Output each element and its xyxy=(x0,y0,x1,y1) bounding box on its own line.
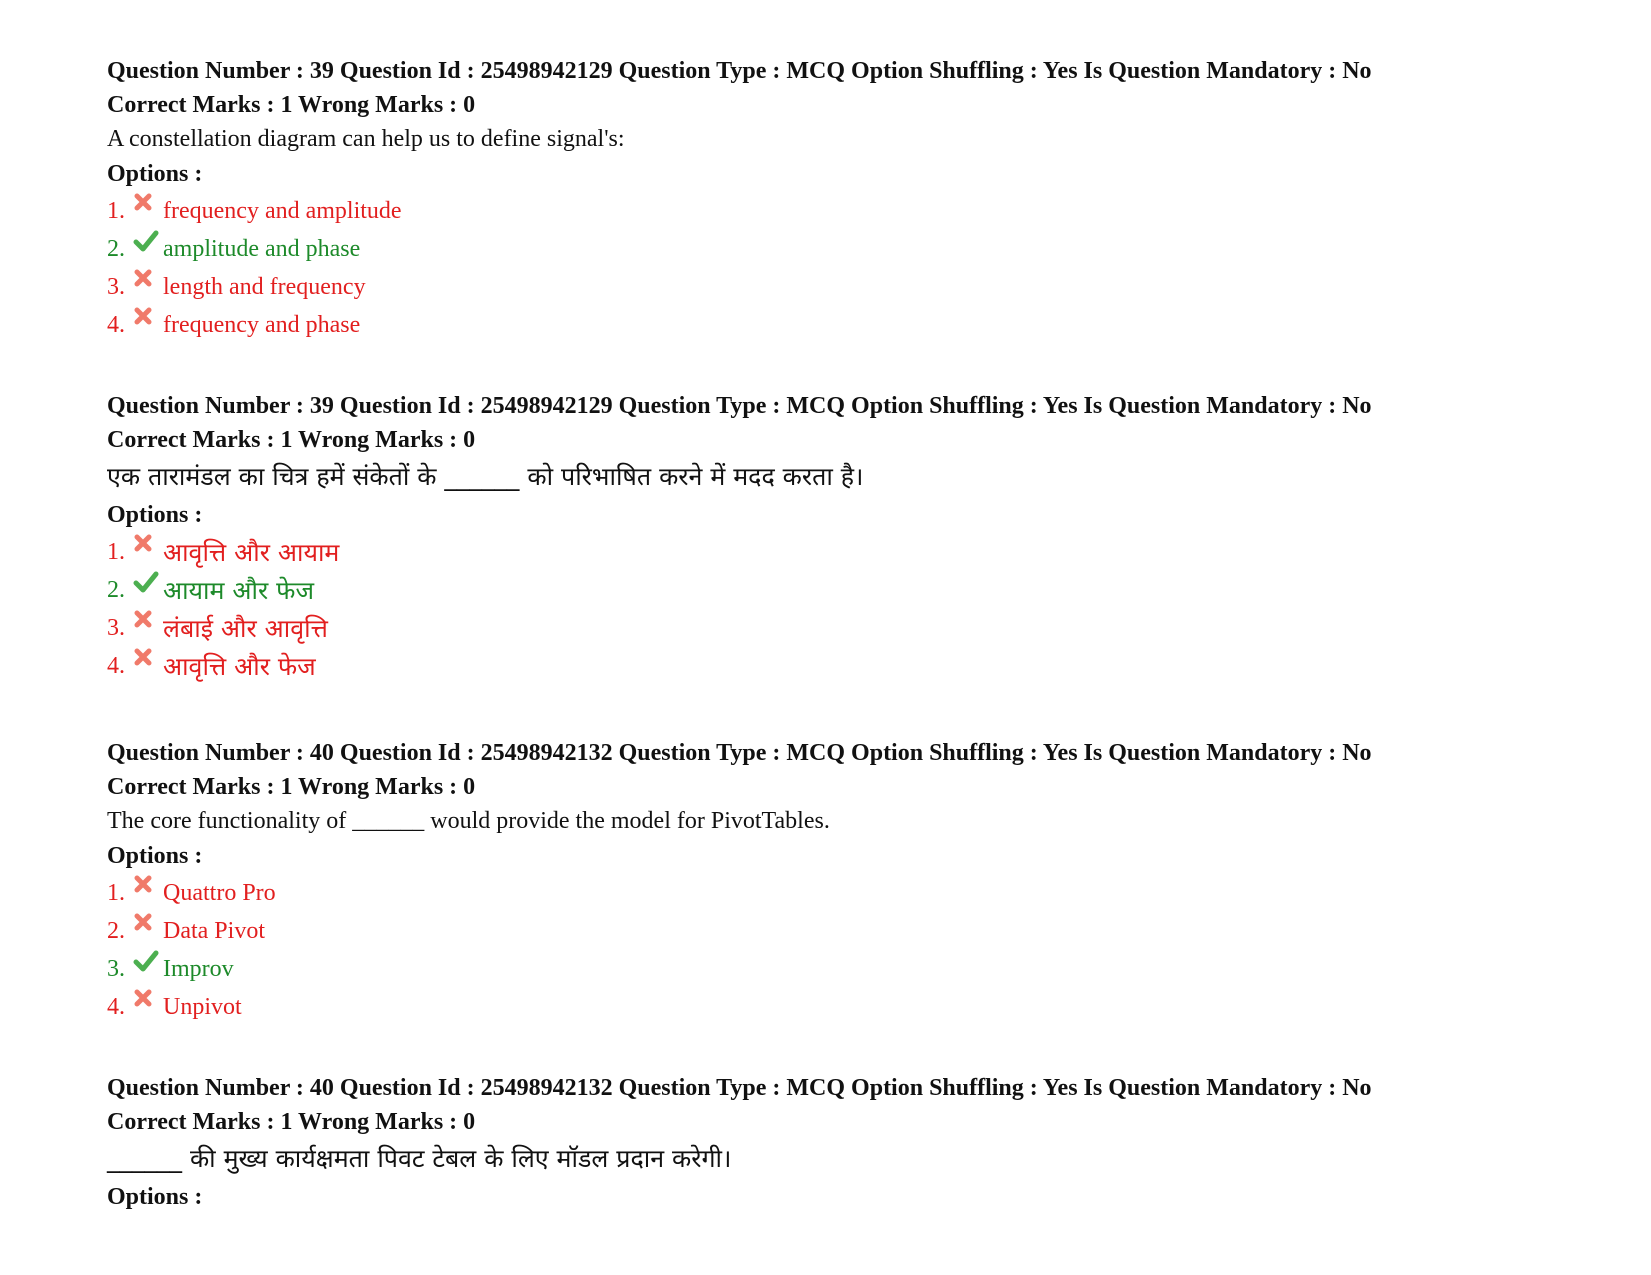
question-text: The core functionality of ______ would provide the model for PivotTables. xyxy=(107,808,830,834)
marks-meta: Correct Marks : 1 Wrong Marks : 0 xyxy=(107,427,476,453)
question-block xyxy=(107,736,1607,1026)
question-text: एक तारामंडल का चित्र हमें संकेतों के ______ को परिभाषित करने में मदद करता है। xyxy=(107,462,864,491)
marks-meta: Correct Marks : 1 Wrong Marks : 0 xyxy=(107,1109,476,1135)
options-label: Options : xyxy=(107,161,203,187)
options-label: Options : xyxy=(107,1184,203,1210)
option-number: 1. xyxy=(107,538,125,565)
question-meta: Question Number : 39 Question Id : 25498942129 Question Type : MCQ Option Shuffling : Yes Is Question Mandatory : No xyxy=(107,393,1372,419)
cross-icon xyxy=(133,874,159,900)
cross-icon xyxy=(133,647,159,673)
option-text: आवृत्ति और आयाम xyxy=(163,538,340,567)
option-text: आवृत्ति और फेज xyxy=(163,652,316,681)
option-number: 2. xyxy=(107,917,125,944)
option-text: Quattro Pro xyxy=(163,879,276,906)
question-meta: Question Number : 39 Question Id : 25498942129 Question Type : MCQ Option Shuffling : Yes Is Question Mandatory : No xyxy=(107,58,1372,84)
option-item xyxy=(107,950,1607,988)
options-list xyxy=(107,533,1607,685)
option-number: 3. xyxy=(107,273,125,300)
marks-meta: Correct Marks : 1 Wrong Marks : 0 xyxy=(107,92,476,118)
option-text: Data Pivot xyxy=(163,917,265,944)
question-block xyxy=(107,389,1607,685)
option-text: लंबाई और आवृत्ति xyxy=(163,614,328,643)
cross-icon xyxy=(133,268,159,294)
question-meta: Question Number : 40 Question Id : 25498942132 Question Type : MCQ Option Shuffling : Yes Is Question Mandatory : No xyxy=(107,740,1372,766)
option-text: Unpivot xyxy=(163,993,242,1020)
option-text: आयाम और फेज xyxy=(163,576,314,605)
option-item xyxy=(107,647,1607,685)
option-number: 1. xyxy=(107,197,125,224)
cross-icon xyxy=(133,609,159,635)
option-text: amplitude and phase xyxy=(163,235,361,262)
check-icon xyxy=(133,571,159,597)
cross-icon xyxy=(133,912,159,938)
option-item xyxy=(107,192,1607,230)
option-number: 3. xyxy=(107,955,125,982)
option-item xyxy=(107,306,1607,344)
option-number: 4. xyxy=(107,311,125,338)
option-text: frequency and amplitude xyxy=(163,197,402,224)
check-icon xyxy=(133,230,159,256)
option-number: 4. xyxy=(107,993,125,1020)
options-label: Options : xyxy=(107,843,203,869)
option-item xyxy=(107,874,1607,912)
question-block xyxy=(107,54,1607,344)
option-item xyxy=(107,533,1607,571)
options-label: Options : xyxy=(107,502,203,528)
options-list xyxy=(107,874,1607,1026)
option-item xyxy=(107,230,1607,268)
option-item xyxy=(107,571,1607,609)
option-item xyxy=(107,912,1607,950)
option-text: length and frequency xyxy=(163,273,366,300)
question-meta: Question Number : 40 Question Id : 25498942132 Question Type : MCQ Option Shuffling : Yes Is Question Mandatory : No xyxy=(107,1075,1372,1101)
cross-icon xyxy=(133,533,159,559)
option-item xyxy=(107,609,1607,647)
option-item xyxy=(107,268,1607,306)
marks-meta: Correct Marks : 1 Wrong Marks : 0 xyxy=(107,774,476,800)
question-text: A constellation diagram can help us to define signal's: xyxy=(107,126,625,152)
option-text: frequency and phase xyxy=(163,311,361,338)
option-text: Improv xyxy=(163,955,234,982)
check-icon xyxy=(133,950,159,976)
option-number: 4. xyxy=(107,652,125,679)
option-number: 2. xyxy=(107,576,125,603)
option-item xyxy=(107,988,1607,1026)
cross-icon xyxy=(133,988,159,1014)
option-number: 2. xyxy=(107,235,125,262)
cross-icon xyxy=(133,306,159,332)
option-number: 1. xyxy=(107,879,125,906)
cross-icon xyxy=(133,192,159,218)
option-number: 3. xyxy=(107,614,125,641)
options-list xyxy=(107,192,1607,344)
question-block xyxy=(107,1071,1607,1215)
question-text: ______ की मुख्य कार्यक्षमता पिवट टेबल के लिए मॉडल प्रदान करेगी। xyxy=(107,1144,732,1173)
